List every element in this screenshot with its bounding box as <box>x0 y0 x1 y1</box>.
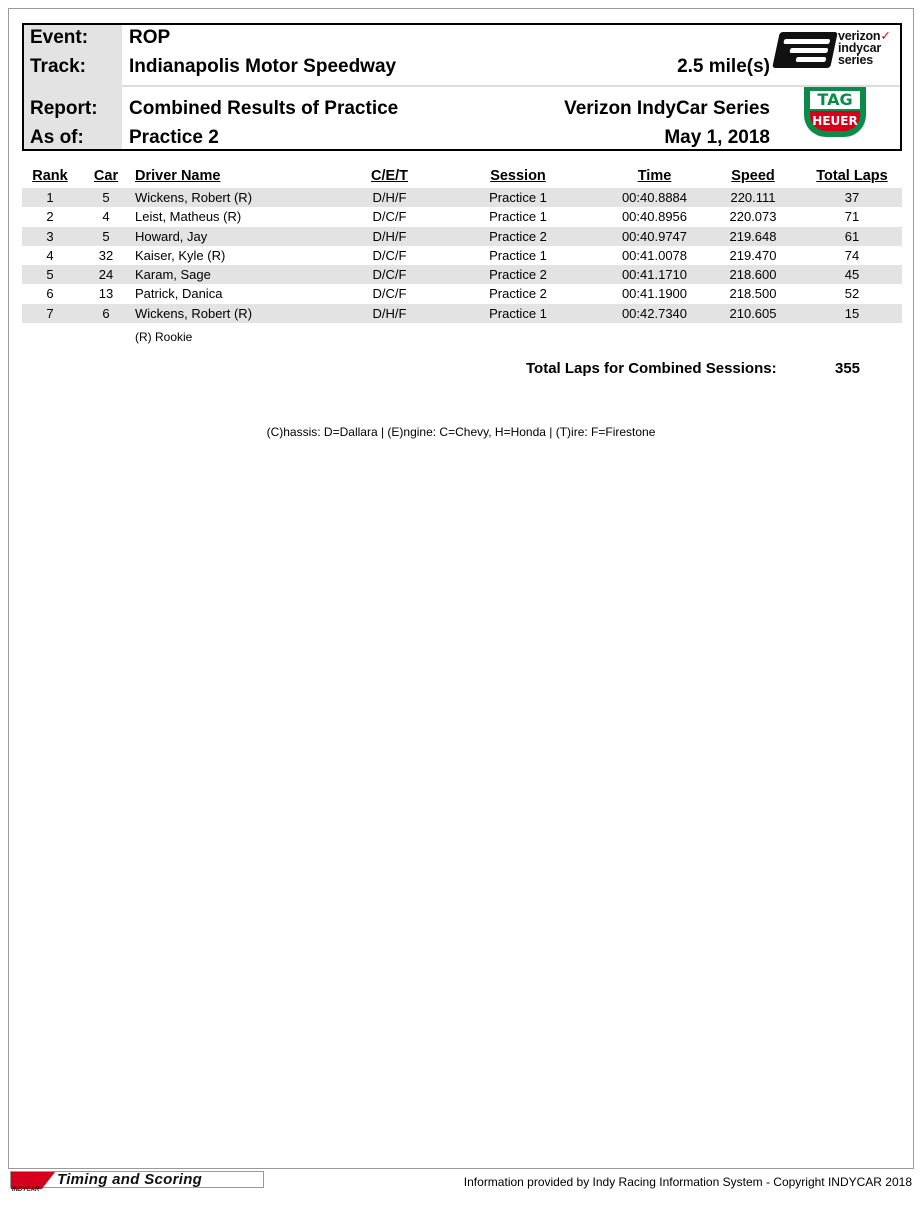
col-header-cet: C/E/T <box>370 168 409 184</box>
cell-session: Practice 1 <box>489 247 547 263</box>
cell-laps: 45 <box>844 267 860 283</box>
cell-speed: 219.648 <box>729 228 777 244</box>
cell-driver: Kaiser, Kyle (R) <box>135 247 226 263</box>
cell-cet: D/C/F <box>372 209 407 225</box>
event-label: Event: <box>30 27 89 48</box>
event-value: ROP <box>129 27 171 48</box>
col-header-driver: Driver Name <box>135 168 221 184</box>
table-header-row <box>22 166 902 188</box>
cell-driver: Patrick, Danica <box>135 286 223 302</box>
cell-car: 4 <box>102 209 110 225</box>
cell-car: 5 <box>102 228 110 244</box>
cell-driver: Karam, Sage <box>135 267 211 283</box>
cell-driver: Wickens, Robert (R) <box>135 190 253 205</box>
cell-speed: 218.500 <box>729 286 777 302</box>
cell-cet: D/C/F <box>372 286 407 302</box>
cell-rank: 3 <box>46 228 54 244</box>
col-header-rank: Rank <box>32 168 68 184</box>
report-header <box>22 23 902 151</box>
cell-rank: 4 <box>46 247 54 263</box>
total-laps-label: Total Laps for Combined Sessions: <box>526 360 777 377</box>
cell-car: 24 <box>98 267 114 283</box>
cell-driver: Howard, Jay <box>135 228 208 244</box>
col-header-car: Car <box>93 168 119 184</box>
cell-laps: 61 <box>844 228 860 244</box>
track-length: 2.5 mile(s) <box>677 56 770 77</box>
cell-rank: 6 <box>46 286 54 302</box>
total-laps-value: 355 <box>835 360 861 377</box>
cell-cet: D/H/F <box>372 190 407 205</box>
cell-session: Practice 1 <box>489 209 547 225</box>
cell-session: Practice 2 <box>489 267 547 283</box>
header-divider <box>122 85 900 87</box>
cell-laps: 71 <box>844 209 860 225</box>
cell-speed: 220.111 <box>730 190 776 205</box>
cell-car: 5 <box>102 190 110 205</box>
col-header-speed: Speed <box>731 168 775 184</box>
cell-session: Practice 2 <box>489 228 547 244</box>
cell-laps: 37 <box>844 190 860 205</box>
report-label: Report: <box>30 98 98 119</box>
report-date: May 1, 2018 <box>664 127 770 148</box>
cell-time: 00:41.1710 <box>621 267 688 283</box>
cet-legend: (C)hassis: D=Dallara | (E)ngine: C=Chevy, H=Honda | (T)ire: F=Firestone <box>266 425 656 439</box>
cell-time: 00:41.1900 <box>621 286 688 302</box>
track-label: Track: <box>30 56 86 77</box>
cell-cet: D/C/F <box>372 267 407 283</box>
cell-rank: 7 <box>46 305 54 321</box>
track-value: Indianapolis Motor Speedway <box>129 56 397 77</box>
cell-session: Practice 2 <box>489 286 547 302</box>
cell-driver: Leist, Matheus (R) <box>135 209 242 225</box>
table-row <box>22 246 902 265</box>
asof-value: Practice 2 <box>129 127 219 148</box>
cell-time: 00:40.8884 <box>621 190 688 205</box>
timing-scoring-logo: Timing and Scoring INDYCAR <box>10 1171 264 1195</box>
cell-cet: D/H/F <box>372 305 407 321</box>
col-header-laps: Total Laps <box>816 168 888 184</box>
series-logo-text: verizon✓ indycar series <box>838 29 891 67</box>
cell-time: 00:41.0078 <box>621 247 688 263</box>
tag-heuer-logo: TAG HEUER <box>804 87 866 137</box>
cell-laps: 15 <box>844 305 860 321</box>
series-name: Verizon IndyCar Series <box>564 98 770 119</box>
cell-cet: D/H/F <box>372 228 407 244</box>
cell-car: 13 <box>98 286 114 302</box>
table-row <box>22 304 902 323</box>
cell-car: 6 <box>102 305 110 321</box>
footer-copyright: Information provided by Indy Racing Information System - Copyright INDYCAR 2018 <box>463 1175 912 1189</box>
cell-rank: 1 <box>46 190 54 205</box>
cell-time: 00:40.9747 <box>621 228 688 244</box>
results-table <box>22 166 902 323</box>
cell-speed: 220.073 <box>729 209 777 225</box>
cell-session: Practice 1 <box>489 190 547 205</box>
cell-rank: 2 <box>46 209 54 225</box>
indycar-flag-icon <box>772 32 838 68</box>
table-row <box>22 207 902 226</box>
asof-label: As of: <box>30 127 84 148</box>
cell-time: 00:42.7340 <box>621 305 688 321</box>
col-header-time: Time <box>637 168 672 184</box>
cell-laps: 52 <box>844 286 860 302</box>
table-row <box>22 188 902 207</box>
table-row <box>22 284 902 303</box>
cell-speed: 218.600 <box>729 267 777 283</box>
report-value: Combined Results of Practice <box>129 98 399 119</box>
verizon-indycar-logo <box>776 30 900 72</box>
cell-cet: D/C/F <box>372 247 407 263</box>
cell-session: Practice 1 <box>489 305 547 321</box>
rookie-note: (R) Rookie <box>135 330 193 344</box>
cell-rank: 5 <box>46 267 54 283</box>
cell-laps: 74 <box>844 247 860 263</box>
cell-driver: Wickens, Robert (R) <box>135 305 253 321</box>
cell-car: 32 <box>98 247 114 263</box>
col-header-session: Session <box>490 168 546 184</box>
cell-speed: 219.470 <box>729 247 777 263</box>
cell-time: 00:40.8956 <box>621 209 688 225</box>
cell-speed: 210.605 <box>729 305 777 321</box>
table-row <box>22 265 902 284</box>
table-row <box>22 227 902 246</box>
